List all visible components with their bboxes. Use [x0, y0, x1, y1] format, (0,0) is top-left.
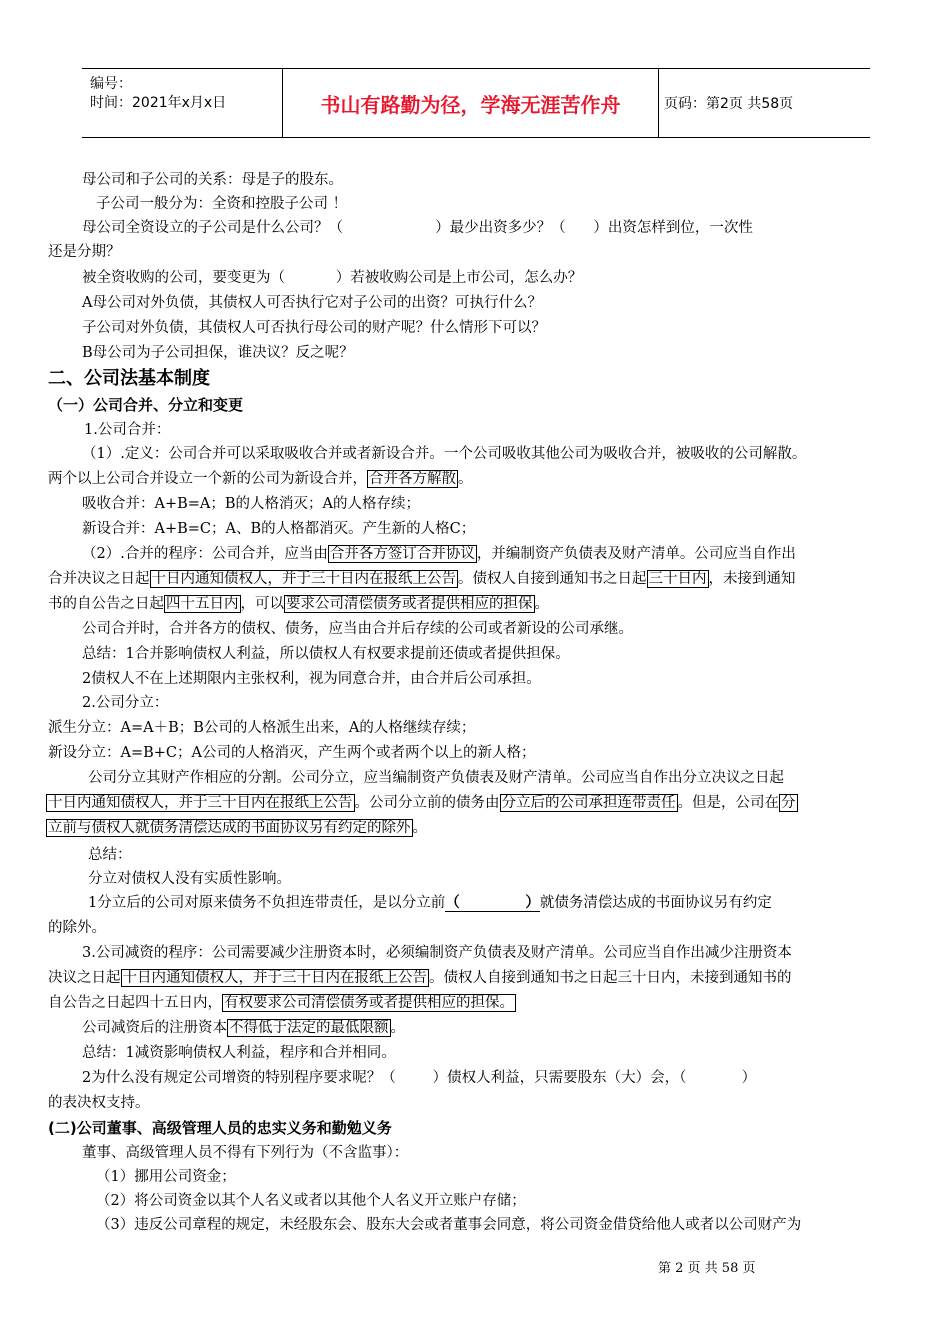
boxed-term: 分立后的公司承担连带责任: [501, 795, 676, 811]
body-line: 母公司和子公司的关系：母是子的股东。: [82, 172, 343, 188]
body-line: 总结：: [88, 847, 132, 863]
boxed-term: 十日内通知债权人，并于三十日内在报纸上公告: [48, 795, 353, 811]
body-line: 公司合并时，合并各方的债权、债务，应当由合并后存续的公司或者新设的公司承继。: [82, 621, 633, 637]
body-line: 董事、高级管理人员不得有下列行为（不含监事）：: [82, 1145, 409, 1161]
body-line: 新设分立：A=B+C；A公司的人格消灭，产生两个或者两个以上的新人格；: [48, 745, 536, 761]
body-line: （2）.合并的程序：公司合并，应当由 合并各方签订合并协议 ，并编制资产负债表及财产清单。公司应当自作出: [82, 546, 796, 562]
body-line: （2）将公司资金以其个人名义或者以其他个人名义开立账户存储；: [96, 1193, 526, 1209]
body-line: 分立对债权人没有实质性影响。: [88, 871, 291, 887]
document-date-label: 时间：2021年x月x日: [90, 95, 227, 111]
body-line: 3.公司减资的程序：公司需要减少注册资本时，必须编制资产负债表及财产清单。公司应当自作出减少注册资本: [82, 945, 792, 961]
body-line: （1）.定义：公司合并可以采取吸收合并或者新设合并。一个公司吸收其他公司为吸收合并，被吸收的公司解散。: [82, 446, 807, 462]
body-line: 立前与债权人就债务清偿达成的书面协议另有约定的除外 。: [48, 820, 427, 836]
body-line: （1）挪用公司资金；: [96, 1169, 236, 1185]
body-line: 书的自公告之日起 四十五日内 ，可以 要求公司清偿债务或者提供相应的担保 。: [48, 596, 549, 612]
body-line: 2为什么没有规定公司增资的特别程序要求呢？（ ）债权人利益，只需要股东（大）会，（ ）: [82, 1070, 757, 1086]
boxed-term: 不得低于法定的最低限额: [229, 1020, 389, 1036]
body-line: 派生分立：A=A＋B；B公司的人格派生出来，A的人格继续存续；: [48, 720, 476, 736]
header-page-info: 页码：第2页 共58页: [664, 96, 794, 112]
boxed-term: 合并各方签订合并协议: [329, 546, 475, 562]
boxed-term: 四十五日内: [166, 596, 239, 612]
boxed-term: 十日内通知债权人，并于三十日内在报纸上公告: [122, 970, 427, 986]
boxed-term: 分: [781, 795, 796, 811]
subsection-heading: (二)公司董事、高级管理人员的忠实义务和勤勉义务: [48, 1119, 392, 1137]
body-line: 母公司全资设立的子公司是什么公司？（ ）最少出资多少？（ ）出资怎样到位，一次性: [82, 220, 753, 236]
document-number-label: 编号：: [90, 76, 132, 92]
body-line: 子公司对外负债，其债权人可否执行母公司的财产呢？什么情形下可以？: [82, 320, 546, 336]
body-line: 吸收合并：A+B=A；B的人格消灭；A的人格存续；: [82, 496, 421, 512]
boxed-term: 要求公司清偿债务或者提供相应的担保: [286, 596, 533, 612]
body-line: 子公司一般分为：全资和控股子公司 ！: [96, 196, 348, 212]
body-line: 两个以上公司合并设立一个新的公司为新设合并， 合并各方解散 。: [48, 471, 473, 487]
body-line: A母公司对外负债，其债权人可否执行它对子公司的出资？可执行什么？: [82, 295, 542, 311]
body-line: 1分立后的公司对原来债务不负担连带责任，是以分立前（ ）就债务清偿达成的书面协议另有约定: [88, 894, 772, 911]
body-line: 自公告之日起四十五日内， 有权要求公司清偿债务或者提供相应的担保。: [48, 995, 514, 1011]
body-line: 总结：1减资影响债权人利益，程序和合并相同。: [82, 1045, 396, 1061]
page-header: [82, 68, 870, 138]
body-line: 公司分立其财产作相应的分割。公司分立，应当编制资产负债表及财产清单。公司应当自作出分立决议之日起: [88, 770, 784, 786]
header-motto: 书山有路勤为径，学海无涯苦作舟: [282, 69, 659, 137]
header-left-cell: [82, 69, 282, 137]
body-line: 十日内通知债权人，并于三十日内在报纸上公告 。公司分立前的债务由 分立后的公司承担连带责任 。但是，公司在 分: [48, 795, 796, 811]
boxed-term: 有权要求公司清偿债务或者提供相应的担保。: [224, 995, 514, 1011]
boxed-term: 立前与债权人就债务清偿达成的书面协议另有约定的除外: [48, 820, 411, 836]
body-line: 2债权人不在上述期限内主张权利，视为同意合并，由合并后公司承担。: [82, 671, 541, 687]
blank-underline: （ ）: [445, 894, 540, 911]
body-line: 的表决权支持。: [48, 1095, 150, 1111]
body-line: 总结：1合并影响债权人利益，所以债权人有权要求提前还债或者提供担保。: [82, 646, 570, 662]
body-line: 2.公司分立：: [82, 695, 169, 711]
body-line: （3）违反公司章程的规定，未经股东会、股东大会或者董事会同意，将公司资金借贷给他人或者以公司财产为: [96, 1217, 802, 1233]
section-heading: 二、公司法基本制度: [48, 368, 210, 389]
body-line: 还是分期？: [48, 244, 121, 260]
body-line: 的除外。: [48, 920, 106, 936]
subsection-heading: （一）公司合并、分立和变更: [48, 396, 244, 414]
body-line: 决议之日起 十日内通知债权人，并于三十日内在报纸上公告 。债权人自接到通知书之日起三十日内，未接到通知书的: [48, 970, 792, 986]
body-line: B母公司为子公司担保，谁决议？反之呢？: [82, 345, 354, 361]
page-footer: 第 2 页 共 58 页: [658, 1261, 756, 1276]
body-line: 被全资收购的公司，要变更为（ ）若被收购公司是上市公司，怎么办？: [82, 270, 583, 286]
boxed-term: 三十日内: [648, 571, 707, 587]
body-line: 公司减资后的注册资本 不得低于法定的最低限额 。: [82, 1020, 405, 1036]
body-line: 合并决议之日起 十日内通知债权人，并于三十日内在报纸上公告 。债权人自接到通知书之日起 三十日内 ，未接到通知: [48, 571, 796, 587]
boxed-term: 合并各方解散: [369, 471, 456, 487]
boxed-term: 十日内通知债权人，并于三十日内在报纸上公告: [151, 571, 456, 587]
body-line: 新设合并：A+B=C；A、B的人格都消灭。产生新的人格C；: [82, 521, 476, 537]
body-line: 1.公司合并：: [84, 422, 171, 438]
